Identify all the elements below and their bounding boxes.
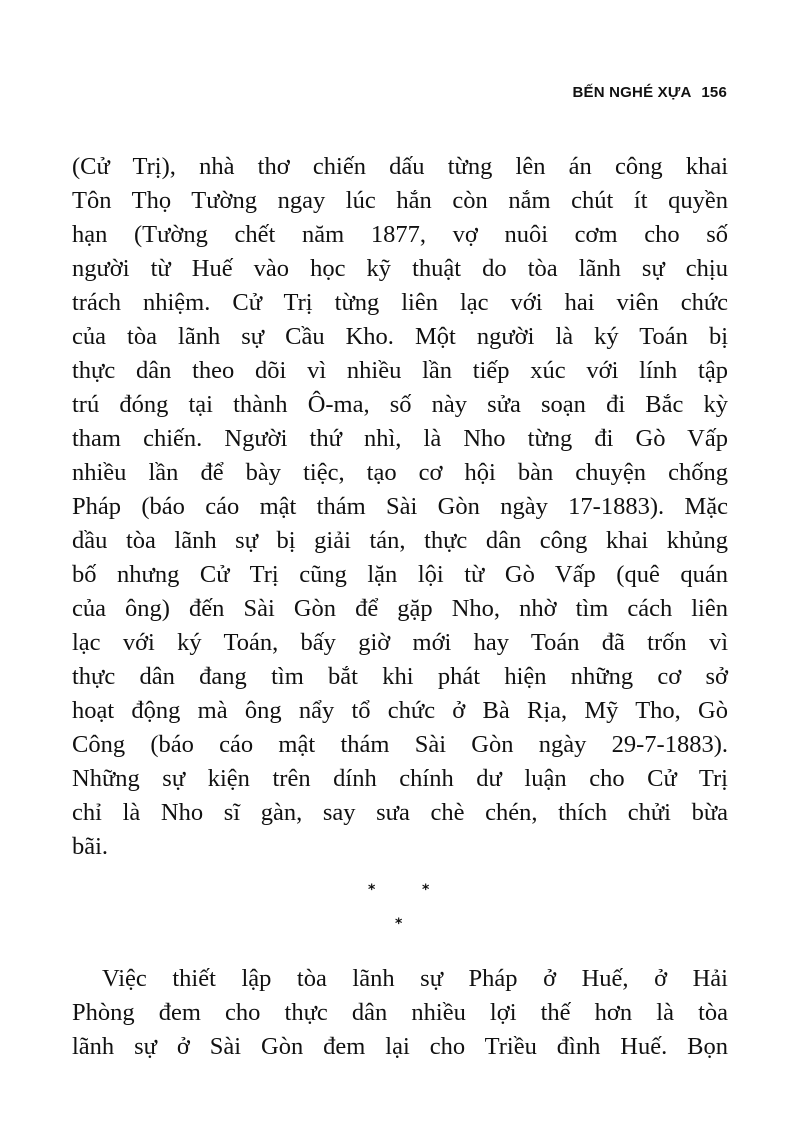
text-line: thực dân đang tìm bắt khi phát hiện những cơ sở [72,663,728,690]
running-title: BẾN NGHÉ XỰA [572,84,691,101]
text-line: Công (báo cáo mật thám Sài Gòn ngày 29-7-1883). [72,731,728,758]
page-body [72,150,728,1064]
text-line: thực dân theo dõi vì nhiều lần tiếp xúc với lính tập [72,357,728,384]
text-line: lạc với ký Toán, bấy giờ mới hay Toán đã trốn vì [72,629,728,656]
text-line: hạn (Tường chết năm 1877, vợ nuôi cơm cho số [72,221,728,248]
section-separator [72,872,728,952]
text-line: của tòa lãnh sự Cầu Kho. Một người là ký Toán bị [72,323,728,350]
text-line: Phòng đem cho thực dân nhiều lợi thế hơn là tòa [72,999,728,1026]
text-line: Những sự kiện trên dính chính dư luận cho Cử Trị [72,765,728,792]
text-line: Việc thiết lập tòa lãnh sự Pháp ở Huế, ở Hải [102,965,728,992]
text-line: nhiều lần để bày tiệc, tạo cơ hội bàn chuyện chống [72,459,728,486]
text-line: bãi. [72,833,109,860]
page-number: 156 [701,84,727,101]
text-line: trách nhiệm. Cử Trị từng liên lạc với hai viên chức [72,289,728,316]
text-line: chỉ là Nho sĩ gàn, say sưa chè chén, thích chửi bừa [72,799,728,826]
text-line: bố nhưng Cử Trị cũng lặn lội từ Gò Vấp (quê quán [72,561,728,588]
paragraph-1 [72,150,728,864]
text-line: của ông) đến Sài Gòn để gặp Nho, nhờ tìm cách liên [72,595,728,622]
text-line: người từ Huế vào học kỹ thuật do tòa lãnh sự chịu [72,255,728,282]
running-header [573,84,727,101]
text-line: (Cử Trị), nhà thơ chiến dấu từng lên án công khai [72,153,728,180]
separator-star: * [368,882,376,898]
text-line: dầu tòa lãnh sự bị giải tán, thực dân công khai khủng [72,527,728,554]
separator-star: * [395,916,403,932]
paragraph-2 [72,962,728,1064]
text-line: trú đóng tại thành Ô-ma, số này sửa soạn đi Bắc kỳ [72,391,728,418]
text-line: hoạt động mà ông nẩy tổ chức ở Bà Rịa, Mỹ Tho, Gò [72,697,728,724]
text-line: tham chiến. Người thứ nhì, là Nho từng đi Gò Vấp [72,425,728,452]
text-line: Tôn Thọ Tường ngay lúc hắn còn nắm chút ít quyền [72,187,728,214]
text-line: Pháp (báo cáo mật thám Sài Gòn ngày 17-1883). Mặc [72,493,728,520]
separator-star: * [422,882,430,898]
text-line: lãnh sự ở Sài Gòn đem lại cho Triều đình Huế. Bọn [72,1033,728,1060]
